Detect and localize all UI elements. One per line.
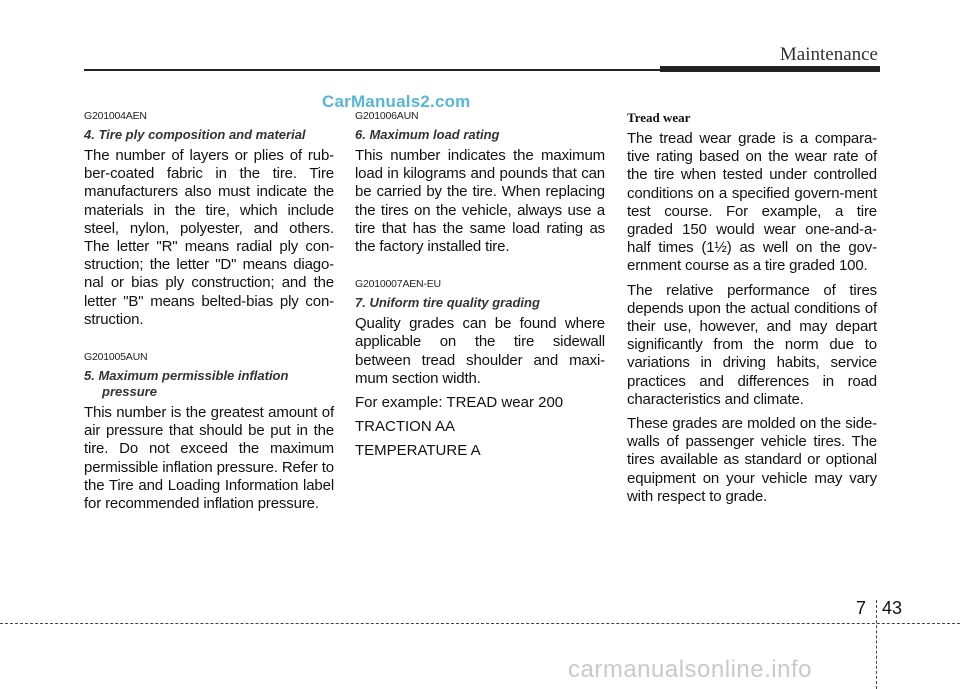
paragraph: These grades are molded on the side-walls of passenger vehicle tires. The tires available as standard or optional equipment on your vehicle may vary with respect to grade. [627, 415, 877, 505]
column-3 [627, 110, 877, 512]
subsection-title: Tread wear [627, 110, 691, 125]
column-1 [84, 110, 334, 519]
heading-line-1: 5. Maximum permissible inflation [84, 368, 289, 384]
footer-divider [876, 600, 877, 689]
paragraph: The tread wear grade is a compara-tive rating based on the wear rate of the tire when tested under controlled conditions on a specified govern-ment test course. For example, a tire graded 150 would wear one-and-a-half times (1½) as well on the gov-ernment course as a tire graded 100. [627, 130, 877, 275]
section-title: Maintenance [779, 44, 878, 65]
heading-line-2: pressure [102, 384, 157, 400]
section-body: Quality grades can be found where applicable on the tire sidewall between tread shoulder and maxi-mum section width. [355, 315, 605, 387]
section-heading [84, 368, 334, 400]
header-rule-thin [84, 69, 660, 71]
example-line: TEMPERATURE A [355, 442, 481, 460]
section-code: G2010007AEN-EU [355, 278, 441, 291]
section-code: G201006AUN [355, 110, 419, 122]
watermark-top: CarManuals2.com [322, 92, 471, 111]
paragraph: The relative performance of tires depends upon the actual conditions of their use, however, and may depart significantly from the norm due to variations in driving habits, service practices and differences in road characteristics and climate. [627, 281, 877, 408]
section-body: This number is the greatest amount of air pressure that should be put in the tire. Do not exceed the maximum permissible inflation pressure. Refer to the Tire and Loading Information label for recommended inflation pressure. [84, 404, 334, 513]
section-heading: 6. Maximum load rating [355, 127, 500, 142]
chapter-number: 7 [856, 598, 867, 618]
section-heading: 7. Uniform tire quality grading [355, 295, 540, 311]
example-line: For example: TREAD wear 200 [355, 394, 564, 412]
column-2 [355, 110, 605, 466]
section-code: G201005AUN [84, 351, 148, 364]
section-code: G201004AEN [84, 110, 147, 122]
page-number: 43 [882, 598, 903, 618]
example-line: TRACTION AA [355, 418, 456, 436]
watermark-bottom: carmanualsonline.info [568, 656, 812, 683]
footer-rule [0, 623, 960, 624]
section-body: This number indicates the maximum load in kilograms and pounds that can be carried by the tire. When replacing the tires on the vehicle, always use a tire that has the same load rating as the factory installed tire. [355, 147, 605, 256]
section-heading: 4. Tire ply composition and material [84, 127, 306, 142]
section-body: The number of layers or plies of rub-ber-coated fabric in the tire. Tire manufacturers also must indicate the materials in the tire, which include steel, nylon, polyester, and others. The letter "R" means radial ply con-struction; the letter "D" means diago-nal or bias ply construction; and the letter "B" means belted-bias ply con-struction. [84, 147, 334, 328]
header-rule-thick [660, 66, 880, 72]
